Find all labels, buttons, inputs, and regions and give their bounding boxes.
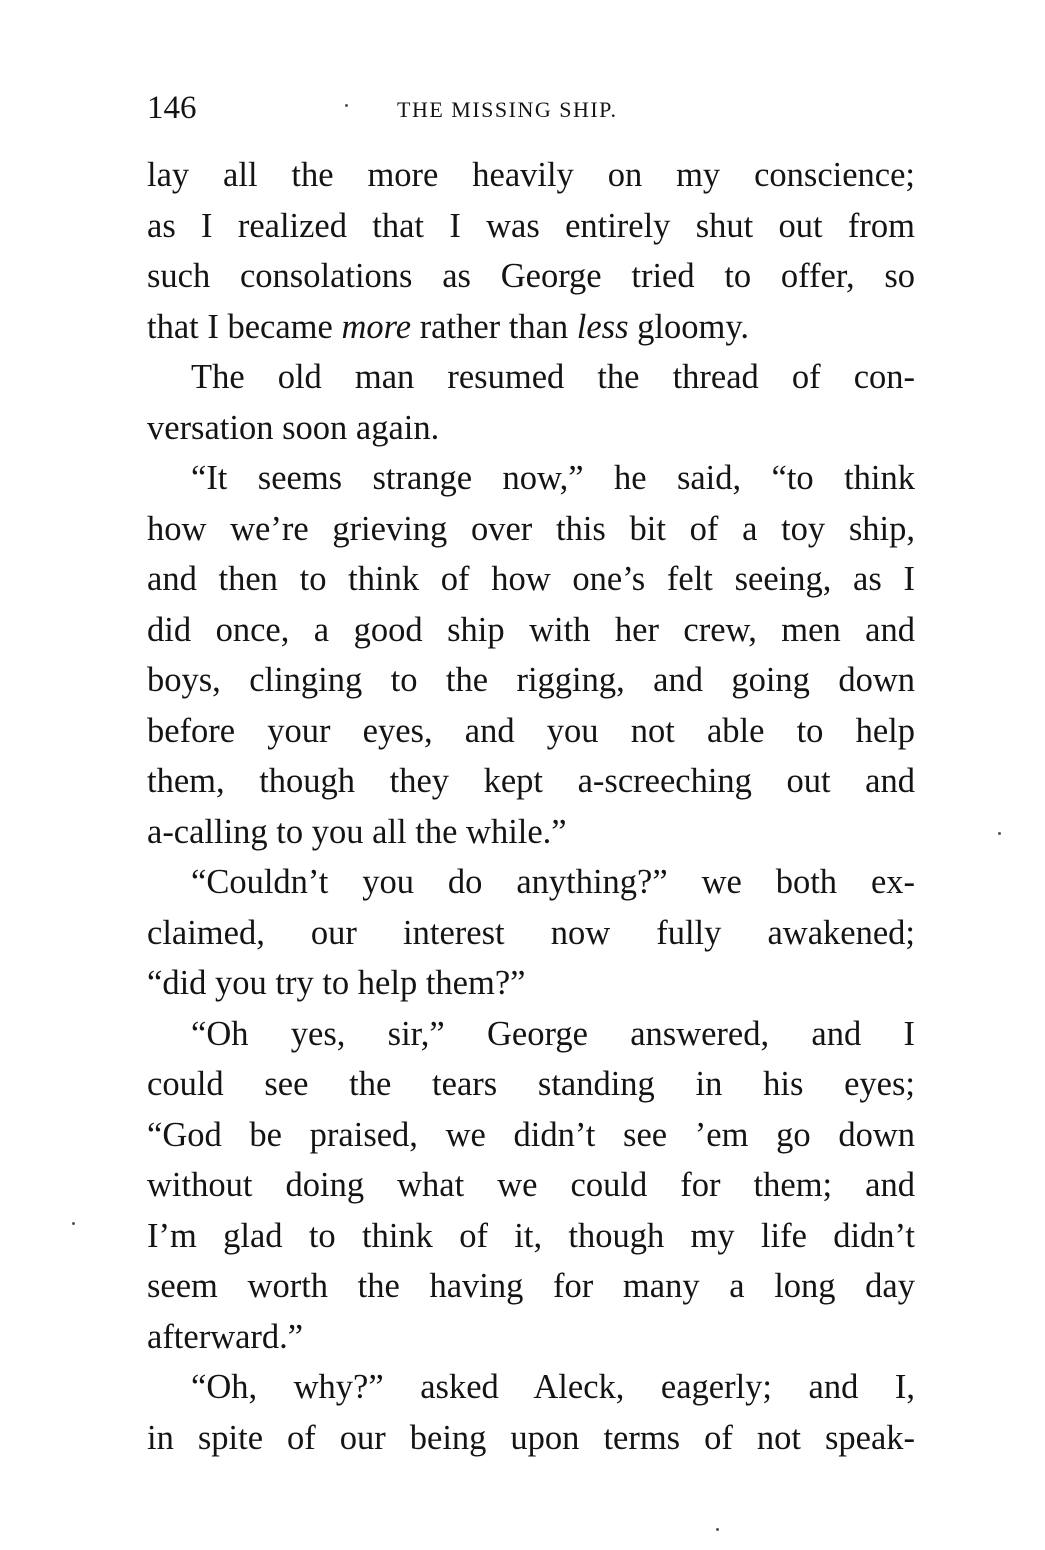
text-line <box>147 1009 915 1060</box>
text-segment: as I realized that I was entirely shut out from <box>147 206 915 245</box>
text-line <box>147 706 915 757</box>
text-segment: them, though they kept a-screeching out and <box>147 762 915 800</box>
text-segment: a-calling to you all the while.” <box>147 812 567 851</box>
text-segment: seem worth the having for many a long day <box>147 1267 915 1305</box>
page-number: 146 <box>147 90 197 126</box>
text-line <box>147 352 915 403</box>
text-line <box>147 453 915 504</box>
text-segment: “Oh, why?” asked Aleck, eagerly; and I, <box>191 1368 915 1406</box>
text-line <box>147 807 915 858</box>
text-line <box>147 756 915 807</box>
text-segment: did once, a good ship with her crew, men and <box>147 610 915 649</box>
text-segment: The old man resumed the thread of con- <box>191 358 915 396</box>
speck <box>998 832 1001 835</box>
speck <box>716 1528 719 1531</box>
text-line <box>147 150 915 201</box>
text-segment: before your eyes, and you not able to help <box>147 711 915 750</box>
text-segment: I’m glad to think of it, though my life didn’t <box>147 1216 915 1255</box>
text-segment: boys, clinging to the rigging, and going down <box>147 661 915 699</box>
text-segment: versation soon again. <box>147 408 440 447</box>
text-segment: without doing what we could for them; and <box>147 1166 915 1204</box>
text-segment: “God be praised, we didn’t see ’em go down <box>147 1115 915 1154</box>
text-segment: and then to think of how one’s felt seeing, as I <box>147 560 915 598</box>
text-segment: gloomy. <box>628 307 749 346</box>
text-line <box>147 1261 915 1312</box>
text-segment: claimed, our interest now fully awakened; <box>147 913 915 952</box>
page-header <box>147 86 927 130</box>
text-line <box>147 655 915 706</box>
text-line <box>147 605 915 656</box>
speck <box>72 1222 75 1225</box>
text-segment: that I became <box>147 307 342 346</box>
running-title: THE MISSING SHIP. <box>397 97 618 122</box>
body-text <box>147 150 915 1463</box>
text-segment: afterward.” <box>147 1317 304 1356</box>
text-segment: “It seems strange now,” he said, “to think <box>191 459 915 497</box>
text-line <box>147 1059 915 1110</box>
text-line <box>147 857 915 908</box>
text-line <box>147 1362 915 1413</box>
text-segment: in spite of our being upon terms of not speak- <box>147 1418 915 1457</box>
text-segment: could see the tears standing in his eyes; <box>147 1065 915 1103</box>
text-segment: “Couldn’t you do anything?” we both ex- <box>191 863 915 901</box>
text-line <box>147 1413 915 1464</box>
text-line <box>147 251 915 302</box>
text-segment: lay all the more heavily on my conscience; <box>147 156 915 194</box>
text-segment: how we’re grieving over this bit of a toy ship, <box>147 509 915 548</box>
text-line <box>147 403 915 454</box>
text-line <box>147 1312 915 1363</box>
text-segment: “Oh yes, sir,” George answered, and I <box>191 1014 915 1053</box>
text-line <box>147 1110 915 1161</box>
text-line <box>147 908 915 959</box>
text-segment: “did you try to help them?” <box>147 964 526 1002</box>
text-line <box>147 958 915 1009</box>
text-line <box>147 1211 915 1262</box>
text-line <box>147 504 915 555</box>
text-segment: rather than <box>411 307 577 346</box>
text-segment: such consolations as George tried to offer, so <box>147 257 915 295</box>
text-line <box>147 554 915 605</box>
italic-text: less <box>576 307 629 346</box>
text-line <box>147 201 915 252</box>
speck <box>345 104 348 107</box>
text-line <box>147 302 915 353</box>
italic-text: more <box>341 307 412 346</box>
text-line <box>147 1160 915 1211</box>
